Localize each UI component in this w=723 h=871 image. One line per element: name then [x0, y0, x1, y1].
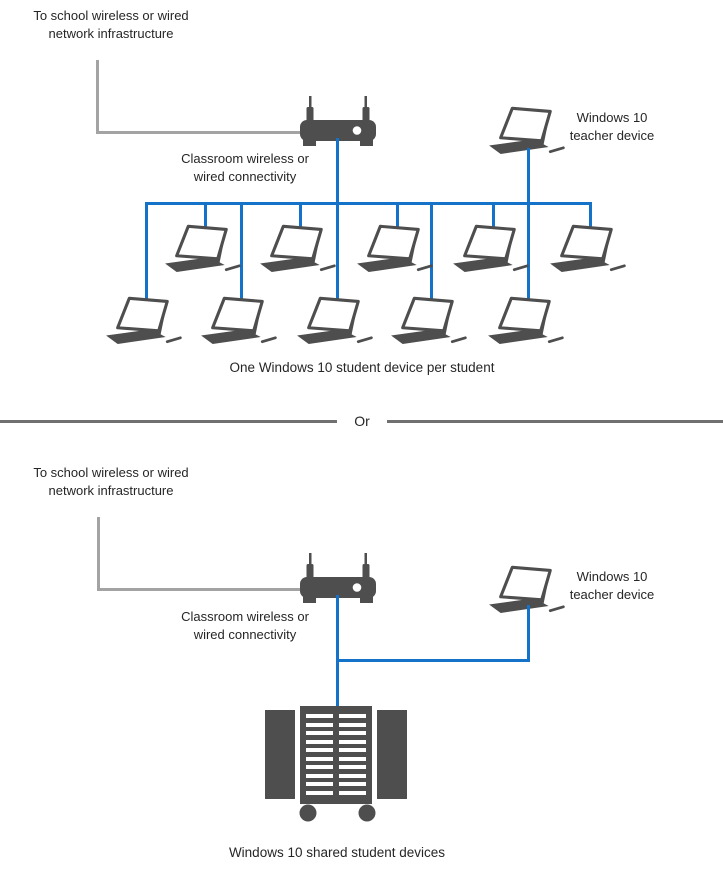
divider-line: [0, 420, 337, 423]
teacher-device-icon: [487, 106, 567, 154]
network-connector-line: [96, 131, 302, 134]
network-infrastructure-label: To school wireless or wired network infrastructure: [33, 465, 189, 499]
bus-line: [146, 202, 592, 205]
student-device-icon: [548, 224, 628, 272]
router-drop-line: [336, 595, 339, 709]
section-caption: Windows 10 shared student devices: [228, 845, 446, 860]
student-device-icon: [355, 224, 435, 272]
teacher-device-label: Windows 10 teacher device: [569, 569, 655, 603]
router-drop-line: [336, 138, 339, 300]
connectivity-label: Classroom wireless or wired connectivity: [181, 151, 309, 185]
network-connector-line: [97, 517, 100, 590]
student-device-icon: [258, 224, 338, 272]
network-infrastructure-label: To school wireless or wired network infrastructure: [33, 8, 189, 42]
student-device-icon: [486, 296, 566, 344]
student-device-icon: [199, 296, 279, 344]
teacher-drop-line: [527, 605, 530, 662]
drop-line: [145, 202, 148, 300]
network-connector-line: [97, 588, 302, 591]
student-device-icon: [451, 224, 531, 272]
divider-line: [387, 420, 723, 423]
student-device-icon: [104, 296, 184, 344]
device-charging-cart-icon: [263, 706, 409, 824]
section-caption: One Windows 10 student device per student: [229, 360, 495, 375]
teacher-link-line: [336, 659, 530, 662]
network-connector-line: [96, 60, 99, 133]
student-device-icon: [295, 296, 375, 344]
or-label: Or: [354, 413, 370, 429]
connectivity-label: Classroom wireless or wired connectivity: [181, 609, 309, 643]
teacher-device-label: Windows 10 teacher device: [569, 110, 655, 144]
student-device-icon: [389, 296, 469, 344]
student-device-icon: [163, 224, 243, 272]
